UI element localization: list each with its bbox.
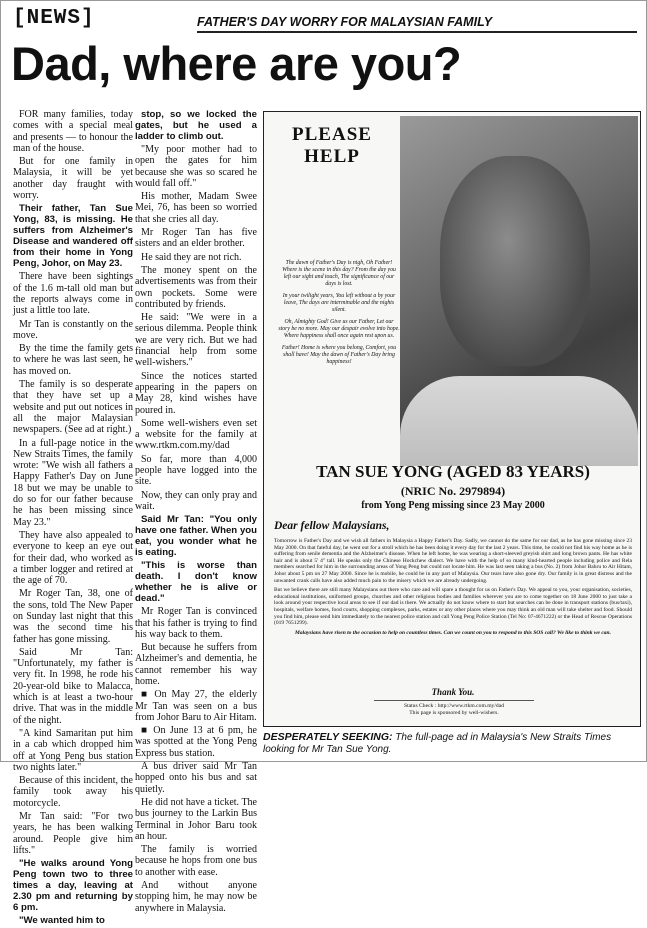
news-tag: [NEWS] bbox=[13, 7, 95, 30]
article-paragraph: Said Mr Tan: "You only have one father. When you eat, you wonder what he is eating. bbox=[135, 514, 257, 559]
article-column-1 bbox=[13, 109, 133, 928]
article-paragraph: "My poor mother had to open the gates for him because she was so scared he would fall off." bbox=[135, 144, 257, 189]
article-paragraph: Their father, Tan Sue Yong, 83, is missing. He suffers from Alzheimer's Disease and wandered off from their home in Yong Peng, Johor, on May 23. bbox=[13, 203, 133, 270]
article-paragraph: Some well-wishers even set a website for the family at www.rtkm.com.my/dad bbox=[135, 417, 257, 452]
article-paragraph: The money spent on the advertisements was from their own pockets. Some were contributed by friends. bbox=[135, 264, 257, 310]
caption-label: DESPERATELY SEEKING: bbox=[263, 731, 393, 743]
ad-sponsor: This page is sponsored by well-wishers. bbox=[409, 710, 499, 716]
ad-body bbox=[274, 538, 632, 639]
caption-text: The full-page ad in Malaysia's New Straits Times looking for Mr Tan Sue Yong. bbox=[263, 732, 612, 755]
poem-stanza: In your twilight years, You left without a by your leave, The days are interminable and the nights silent. bbox=[282, 293, 396, 313]
ad-body-paragraph: But we believe there are still many Malaysians out there who care and will spare a thought for us on Father's Day. We appeal to you, your organisation, societies, educational institutions, uniformed groups, churches and other religious bodies and families wherever you are to come together on 18 June 2000 to just take a look around your respective local areas to see if our dad is there. We actually do not know where to start but searches can be done in transport stations (bus/taxi), hospitals, welfare homes, food courts, shopping complexes, parks, estates or any other places where you may think an old man will take shelter and food. Should you find him, please send him immediately to the nearest police station and call Yong Peng Police Station (Tel No: 07-4671222) or the Head of Rescue Operations (019 7651299). bbox=[274, 587, 632, 627]
article-paragraph: In a full-page notice in the New Straits Times, the family wrote: "We wish all fathers a Happy Father's Day on June 18 but we may be unable to do so for our father because he has been missing since May 23." bbox=[13, 437, 133, 528]
article-paragraph: "A kind Samaritan put him in a cab which dropped him off at Yong Peng bus station two nights later." bbox=[13, 727, 133, 773]
article-paragraph: FOR many families, today comes with a special meal and presents — to honour the man of the house. bbox=[13, 109, 133, 154]
article-paragraph: ■ On June 13 at 6 pm, he was spotted at the Yong Peng Express bus station. bbox=[135, 725, 257, 759]
photo-caption bbox=[263, 731, 641, 756]
article-paragraph: Said Mr Tan: "Unfortunately, my father is very fit. In 1998, he rode his 20-year-old bike to Malacca, which is at least a two-hour drive. That was in the middle of the night. bbox=[13, 646, 133, 726]
ad-salutation: Dear fellow Malaysians, bbox=[274, 520, 390, 532]
article-paragraph: "He walks around Yong Peng town two to three times a day, leaving at 2.30 pm and returning by 6 pm. bbox=[13, 858, 133, 914]
article-paragraph: So far, more than 4,000 people have logged into the site. bbox=[135, 453, 257, 488]
poem-stanza: Father! Home is where you belong, Comfort, you shall have! May the dawn of Father's Day bring happiness! bbox=[281, 345, 397, 365]
portrait-photo bbox=[400, 116, 638, 456]
article-paragraph: The family is worried because he hops from one bus to another with ease. bbox=[135, 844, 257, 878]
kicker: FATHER'S DAY WORRY FOR MALAYSIAN FAMILY bbox=[197, 15, 637, 33]
article-paragraph: ■ On May 27, the elderly Mr Tan was seen on a bus from Johor Baru to Air Hitam. bbox=[135, 689, 257, 723]
ad-missing-from: from Yong Peng missing since 23 May 2000 bbox=[361, 500, 545, 511]
article-paragraph: He said: "We were in a serious dilemma. People think we are very rich. But we had financial help from some well-wishers." bbox=[135, 312, 257, 369]
article-paragraph: There have been sightings of the 1.6 m-tall old man but the reports always come in just a little too late. bbox=[13, 271, 133, 317]
article-paragraph: "We wanted him to bbox=[19, 915, 105, 927]
poem-stanza: The dawn of Father's Day is nigh, Oh Father! Where is the scene in this day? From the day you left our sight and touch, The significance of our days is lost. bbox=[282, 260, 396, 287]
article-column-2 bbox=[135, 109, 257, 916]
article-paragraph: He did not have a ticket. The bus journey to the Larkin Bus Terminal in Johor Baru took an hour. bbox=[135, 796, 257, 842]
article-paragraph: Mr Roger Tan, 38, one of the sons, told The New Paper on Sunday last night that this was the second time his father has gone missing. bbox=[13, 588, 133, 645]
ad-body-paragraph: Malaysians have risen to the occasion to help on countless times. Can we count on you to respond to this SOS call? We like to think we can. bbox=[295, 629, 611, 636]
article-paragraph: But because he suffers from Alzheimer's and dementia, he cannot remember his way home. bbox=[135, 642, 257, 687]
article-paragraph: Now, they can only pray and wait. bbox=[135, 489, 257, 512]
missing-person-ad bbox=[263, 111, 641, 727]
ad-nric: (NRIC No. 2979894) bbox=[400, 484, 506, 498]
article-paragraph: Since the notices started appearing in the papers on May 28, kind wishes have poured in. bbox=[135, 370, 257, 416]
article-paragraph: Mr Roger Tan is convinced that his father is trying to find his way back to them. bbox=[135, 606, 257, 640]
article-paragraph: "This is worse than death. I don't know whether he is alive or dead." bbox=[135, 560, 257, 605]
ad-status bbox=[374, 700, 534, 717]
article-paragraph: stop, so we locked the gates, but he used a ladder to climb out. bbox=[135, 109, 257, 142]
ad-title: PLEASE HELP bbox=[292, 124, 372, 167]
article-paragraph: By the time the family gets to where he was last seen, he has moved on. bbox=[13, 343, 133, 377]
portrait-face bbox=[440, 156, 590, 366]
article-paragraph: But for one family in Malaysia, it will be yet another day fraught with worry. bbox=[13, 156, 133, 202]
article-paragraph: The family is so desperate that they have set up a website and put out notices in all the major Malaysian newspapers. (See ad at right.) bbox=[13, 379, 133, 436]
article-paragraph: He said they are not rich. bbox=[141, 251, 242, 263]
ad-person-name: TAN SUE YONG (AGED 83 YEARS) bbox=[316, 462, 590, 481]
article-paragraph: And without anyone stopping him, he may now be anywhere in Malaysia. bbox=[135, 880, 257, 914]
headline: Dad, where are you? bbox=[11, 37, 462, 90]
article-paragraph: They have also appealed to everyone to keep an eye out for their dad, who worked as a timber logger and retired at the age of 70. bbox=[13, 529, 133, 587]
article-paragraph: A bus driver said Mr Tan hopped onto his bus and sat quietly. bbox=[135, 761, 257, 795]
ad-body-paragraph: Tomorrow is Father's Day and we wish all fathers in Malaysia a Happy Father's Day. Sadly, we cannot do the same for our dad, as he has gone missing since 23 May 2000. On that fateful day, he went out for a stroll which he has been doing it every day for the last 2 years. This time, he could not find his way home as he is suffering from senile dementia and the Alzheimer's disease. When he left home, he was wearing a short-sleeved greyish shirt and long brown pants. He has white hair and is about 5' 4" tall. He speaks only the Chinese Hockchew dialect. We have with the help of so many kind-hearted people including police and Rela members searched for him in the surrounding areas of Yong Peng but could not locate him. He was last seen taking a bus (No. 2) from Johor Bahru to Air Hitam, Johor about 5 pm on 27 May 2000. Since he is mobile, he could be in any part of Malaysia. Our tears have also gone dry. Our family is in great distress and the unwanted crank calls have also added much pain to the misery which we are already undergoing. bbox=[274, 538, 632, 584]
article-paragraph: Mr Tan is constantly on the move. bbox=[13, 318, 133, 341]
article-paragraph: His mother, Madam Swee Mei, 76, has been so worried that she cries all day. bbox=[135, 191, 257, 225]
poem-stanza: Oh, Almighty God! Give us our Father, Let our story be no more. May our despair evolve into hope. Where happiness shall once again rest upon us. bbox=[278, 319, 400, 339]
article-paragraph: Mr Tan said: "For two years, he has been walking around. People give him lifts." bbox=[13, 811, 133, 856]
ad-thanks: Thank You. bbox=[431, 687, 475, 697]
article-paragraph: Mr Roger Tan has five sisters and an elder brother. bbox=[135, 227, 257, 250]
ad-status-link: Status Check : http://www.rtkm.com.my/dad bbox=[403, 703, 504, 709]
article-paragraph: Because of this incident, the family took away his motorcycle. bbox=[13, 775, 133, 809]
portrait-shirt bbox=[400, 376, 638, 466]
ad-poem bbox=[278, 260, 400, 371]
